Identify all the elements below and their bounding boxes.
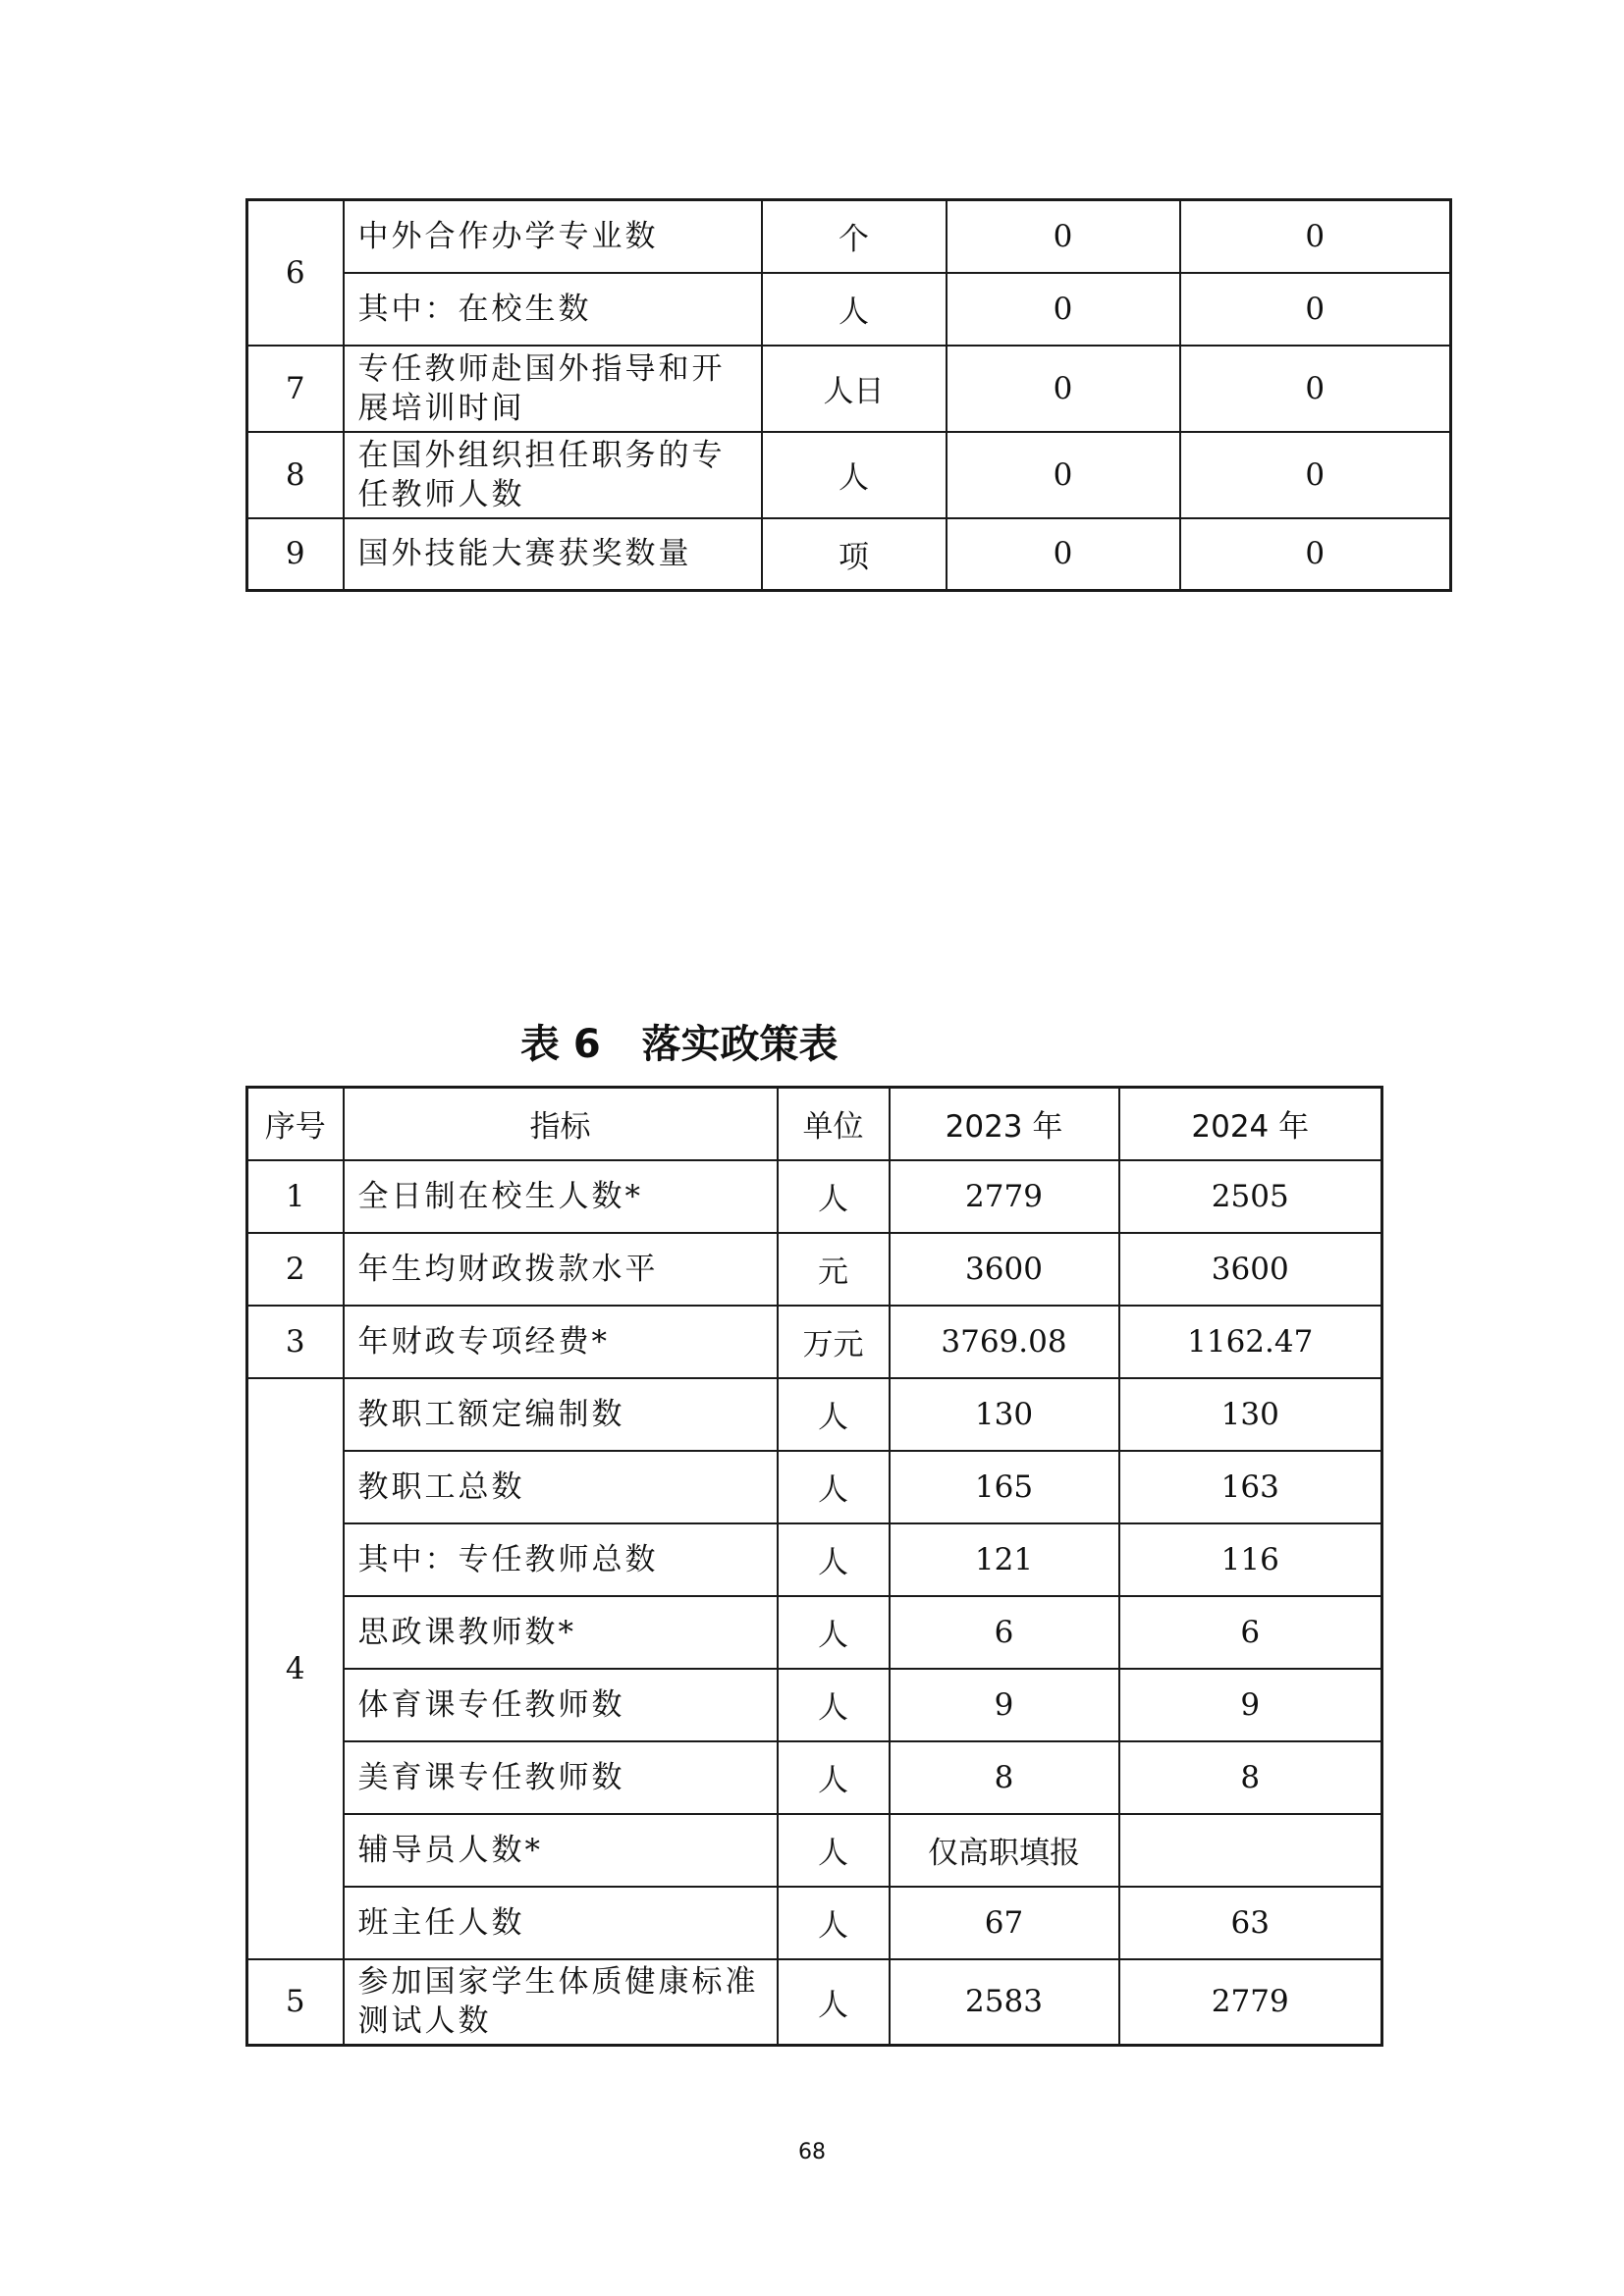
table-row — [247, 1523, 1382, 1596]
unit-cell: 项 — [762, 518, 947, 591]
value-2024-cell: 3600 — [1119, 1233, 1382, 1306]
value-2023-cell: 9 — [890, 1669, 1119, 1741]
value-2024-cell: 2779 — [1119, 1959, 1382, 2046]
row-number: 9 — [247, 518, 344, 591]
value-2023-cell: 0 — [947, 346, 1180, 432]
header-no: 序号 — [247, 1088, 344, 1160]
page-number: 68 — [798, 2140, 826, 2164]
table-row — [247, 1669, 1382, 1741]
value-2024-cell: 0 — [1180, 200, 1451, 273]
header-row — [247, 1088, 1382, 1160]
row-number: 3 — [247, 1306, 344, 1378]
international-cooperation-table — [245, 198, 1452, 592]
value-2024-cell: 2505 — [1119, 1160, 1382, 1233]
value-2024-cell: 0 — [1180, 273, 1451, 346]
value-2023-cell: 165 — [890, 1451, 1119, 1523]
unit-cell: 人 — [778, 1378, 890, 1451]
indicator-cell: 年财政专项经费* — [344, 1306, 778, 1378]
unit-cell: 人 — [762, 432, 947, 518]
value-2023-cell: 0 — [947, 518, 1180, 591]
indicator-cell: 在国外组织担任职务的专任教师人数 — [344, 432, 762, 518]
value-2024-cell: 6 — [1119, 1596, 1382, 1669]
indicator-cell: 辅导员人数* — [344, 1814, 778, 1887]
table-row — [247, 1451, 1382, 1523]
indicator-cell: 全日制在校生人数* — [344, 1160, 778, 1233]
unit-cell: 人 — [778, 1451, 890, 1523]
value-2023-cell: 121 — [890, 1523, 1119, 1596]
header-unit: 单位 — [778, 1088, 890, 1160]
indicator-cell: 美育课专任教师数 — [344, 1741, 778, 1814]
row-number: 4 — [247, 1378, 344, 1959]
unit-cell: 万元 — [778, 1306, 890, 1378]
value-2024-cell: 0 — [1180, 432, 1451, 518]
unit-cell: 个 — [762, 200, 947, 273]
unit-cell: 人日 — [762, 346, 947, 432]
table-row — [247, 1378, 1382, 1451]
unit-cell: 人 — [778, 1523, 890, 1596]
row-number: 8 — [247, 432, 344, 518]
policy-implementation-table — [245, 1086, 1383, 2047]
value-2023-cell: 0 — [947, 432, 1180, 518]
value-2023-cell: 6 — [890, 1596, 1119, 1669]
value-2024-cell: 0 — [1180, 346, 1451, 432]
unit-cell: 元 — [778, 1233, 890, 1306]
table-row — [247, 1814, 1382, 1887]
table-row — [247, 1887, 1382, 1959]
table-caption: 表 6 落实政策表 — [520, 1022, 839, 1067]
unit-cell: 人 — [778, 1160, 890, 1233]
value-2024-cell: 9 — [1119, 1669, 1382, 1741]
value-2024-cell: 130 — [1119, 1378, 1382, 1451]
header-2024: 2024 年 — [1119, 1088, 1382, 1160]
value-2023-cell: 130 — [890, 1378, 1119, 1451]
table-row — [247, 518, 1451, 591]
unit-cell: 人 — [778, 1814, 890, 1887]
table-row — [247, 273, 1451, 346]
value-2023-cell: 3600 — [890, 1233, 1119, 1306]
indicator-cell: 专任教师赴国外指导和开展培训时间 — [344, 346, 762, 432]
value-2024-cell: 116 — [1119, 1523, 1382, 1596]
row-number: 1 — [247, 1160, 344, 1233]
value-2023-cell: 0 — [947, 200, 1180, 273]
value-2023-cell: 0 — [947, 273, 1180, 346]
indicator-cell: 中外合作办学专业数 — [344, 200, 762, 273]
value-2024-cell: 0 — [1180, 518, 1451, 591]
table-row — [247, 432, 1451, 518]
unit-cell: 人 — [778, 1669, 890, 1741]
unit-cell: 人 — [778, 1959, 890, 2046]
row-number: 7 — [247, 346, 344, 432]
value-2023-cell: 2779 — [890, 1160, 1119, 1233]
unit-cell: 人 — [762, 273, 947, 346]
value-2023-cell: 2583 — [890, 1959, 1119, 2046]
value-2023-cell: 67 — [890, 1887, 1119, 1959]
table-row — [247, 1160, 1382, 1233]
value-2023-cell: 8 — [890, 1741, 1119, 1814]
indicator-cell: 教职工总数 — [344, 1451, 778, 1523]
table-row — [247, 1959, 1382, 2046]
value-2023-cell: 仅高职填报 — [890, 1814, 1119, 1887]
table-row — [247, 1596, 1382, 1669]
table-row — [247, 1233, 1382, 1306]
table-row — [247, 1741, 1382, 1814]
indicator-cell: 体育课专任教师数 — [344, 1669, 778, 1741]
header-indicator: 指标 — [344, 1088, 778, 1160]
indicator-cell: 其中：在校生数 — [344, 273, 762, 346]
unit-cell: 人 — [778, 1596, 890, 1669]
table-row — [247, 200, 1451, 273]
table-row — [247, 346, 1451, 432]
unit-cell: 人 — [778, 1741, 890, 1814]
indicator-cell: 班主任人数 — [344, 1887, 778, 1959]
indicator-cell: 教职工额定编制数 — [344, 1378, 778, 1451]
indicator-cell: 年生均财政拨款水平 — [344, 1233, 778, 1306]
value-2024-cell: 1162.47 — [1119, 1306, 1382, 1378]
unit-cell: 人 — [778, 1887, 890, 1959]
row-number: 2 — [247, 1233, 344, 1306]
row-number: 6 — [247, 200, 344, 346]
indicator-cell: 国外技能大赛获奖数量 — [344, 518, 762, 591]
value-2024-cell: 8 — [1119, 1741, 1382, 1814]
indicator-cell: 思政课教师数* — [344, 1596, 778, 1669]
value-2024-cell — [1119, 1814, 1382, 1887]
header-2023: 2023 年 — [890, 1088, 1119, 1160]
value-2023-cell: 3769.08 — [890, 1306, 1119, 1378]
row-number: 5 — [247, 1959, 344, 2046]
table-row — [247, 1306, 1382, 1378]
indicator-cell: 其中：专任教师总数 — [344, 1523, 778, 1596]
value-2024-cell: 163 — [1119, 1451, 1382, 1523]
value-2024-cell: 63 — [1119, 1887, 1382, 1959]
indicator-cell: 参加国家学生体质健康标准测试人数 — [344, 1959, 778, 2046]
